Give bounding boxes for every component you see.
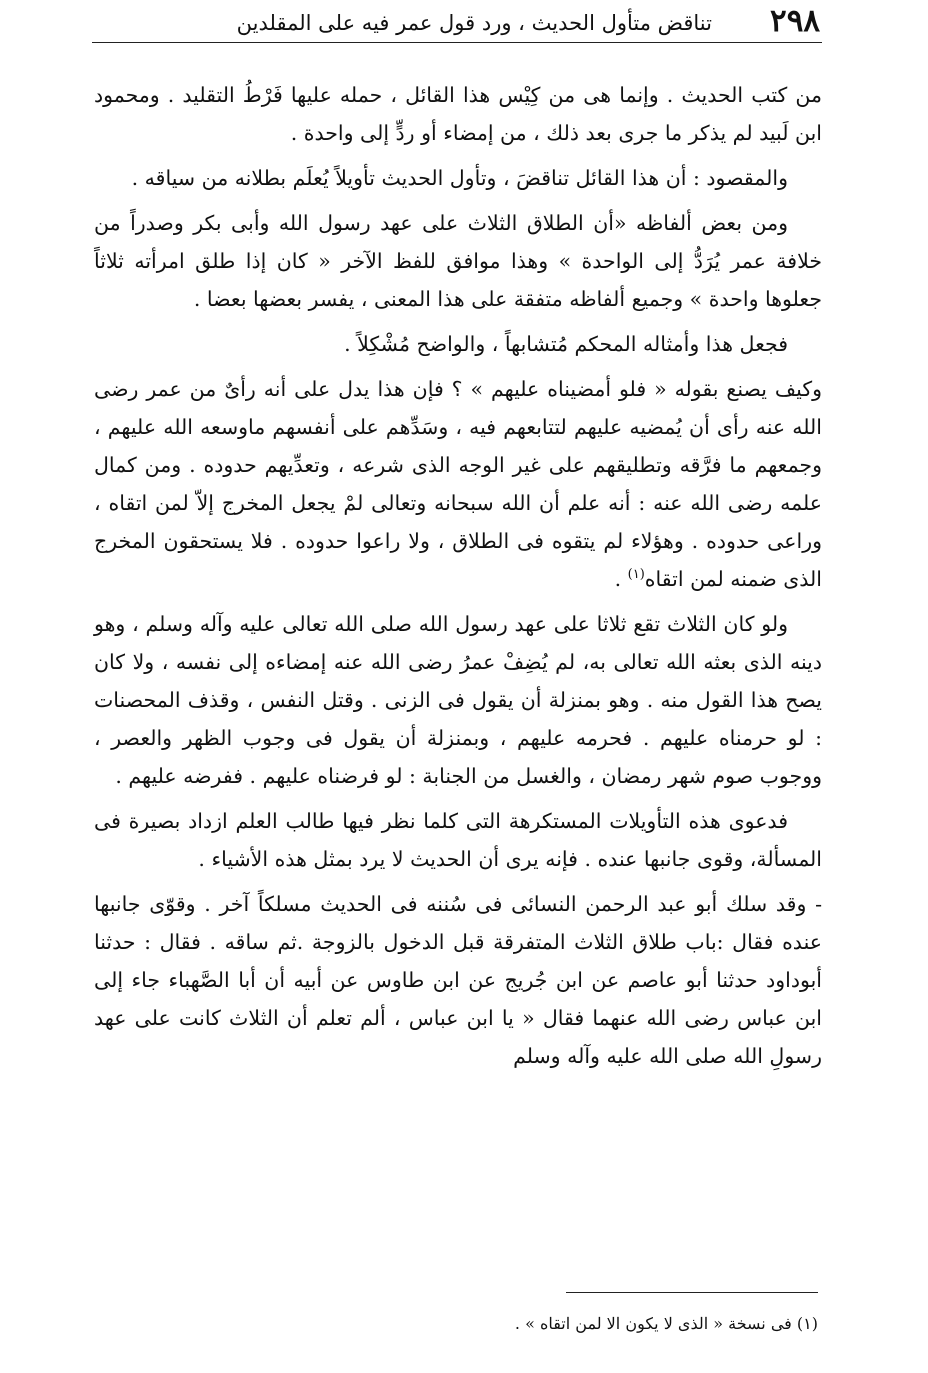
paragraph: ومن بعض ألفاظه «أن الطلاق الثلاث على عهد رسول الله وأبى بكر وصدراً من خلافة عمر يُرَدُّ إلى الواحدة » وهذا موافق للفظ الآخر « كان إذا طلق امرأته ثلاثاً جعلوها واحدة » وجميع ألفاظه متفقة على هذا المعنى ، يفسر بعضها بعضا . <box>94 211 822 311</box>
page-header <box>84 0 820 44</box>
paragraph: فجعل هذا وأمثاله المحكم مُتشابهاً ، والواضح مُشْكِلاً . <box>344 332 788 356</box>
paragraph: ولو كان الثلاث تقع ثلاثا على عهد رسول الله صلى الله تعالى عليه وآله وسلم ، وهو دينه الذى بعثه الله تعالى به، لم يُضِفْ عمرُ رضى الله عنه إمضاءه إلى نفسه ، ولا كان يصح هذا القول منه . وهو بمنزلة أن يقول فى الزنى . وقتل النفس ، وقذف المحصنات : لو حرمناه عليهم . فحرمه عليهم ، وبمنزلة أن يقول فى وجوب الظهر والعصر ، ووجوب صوم شهر رمضان ، والغسل من الجنابة : لو فرضناه عليهم . ففرضه عليهم . <box>94 612 822 788</box>
page-number: ٢٩٨ <box>770 3 820 39</box>
paragraph: من كتب الحديث . وإنما هى من كِيْس هذا القائل ، حمله عليها فَرْطُ التقليد . ومحمود ابن لَبيد لم يذكر ما جرى بعد ذلك ، من إمضاء أو ردٍّ إلى واحدة . <box>94 83 822 145</box>
paragraph: - وقد سلك أبو عبد الرحمن النسائى فى سُننه فى الحديث مسلكاً آخر . وقوّى جانبها عنده فقال :باب طلاق الثلاث المتفرقة قبل الدخول بالزوجة .ثم ساقه . فقال : حدثنا أبوداود حدثنا أبو عاصم عن ابن جُريج عن ابن طاوس عن أبيه أن أبا الصَّهباء جاء إلى ابن عباس رضى الله عنهما فقال « يا ابن عباس ، ألم تعلم أن الثلاث كانت على عهد رسولِ الله صلى الله عليه وآله وسلم <box>94 892 822 1068</box>
footnote: (١) فى نسخة « الذى لا يكون الا لمن اتقاه » . <box>514 1314 818 1333</box>
paragraph <box>94 370 822 598</box>
header-rule <box>92 42 822 43</box>
running-title: تناقض متأول الحديث ، ورد قول عمر فيه على المقلدين <box>236 11 712 35</box>
footnote-rule <box>566 1292 818 1293</box>
paragraph-text: وكيف يصنع بقوله « فلو أمضيناه عليهم » ؟ فإن هذا يدل على أنه رأىٌ من عمر رضى الله عنه رأى أن يُمضيه عليهم لتتابعهم فيه ، وسَدِّهم على أنفسهم ماوسعه الله عليهم ، وجمعهم ما فرَّقه وتطليقهم على غير الوجه الذى شرعه ، وتعدِّيهم حدوده . ومن كمال علمه رضى الله عنه : أنه علم أن الله سبحانه وتعالى لمْ يجعل المخرج إلاّ لمن اتقاه ، وراعى حدوده . وهؤلاء لم يتقوه فى الطلاق ، ولا راعوا حدوده . فلا يستحقون المخرج الذى ضمنه لمن اتقاه <box>94 377 822 591</box>
paragraph: والمقصود : أن هذا القائل تناقضَ ، وتأول الحديث تأويلاً يُعلَم بطلانه من سياقه . <box>131 166 788 190</box>
paragraph: فدعوى هذه التأويلات المستكرهة التى كلما نظر فيها طالب العلم ازداد بصيرة فى المسألة، وقوى جانبها عنده . فإنه يرى أن الحديث لا يرد بمثل هذه الأشياء . <box>94 809 822 871</box>
main-text <box>94 76 822 1082</box>
paragraph-end: . <box>614 567 628 591</box>
footnote-reference[interactable]: (١) <box>627 567 645 583</box>
